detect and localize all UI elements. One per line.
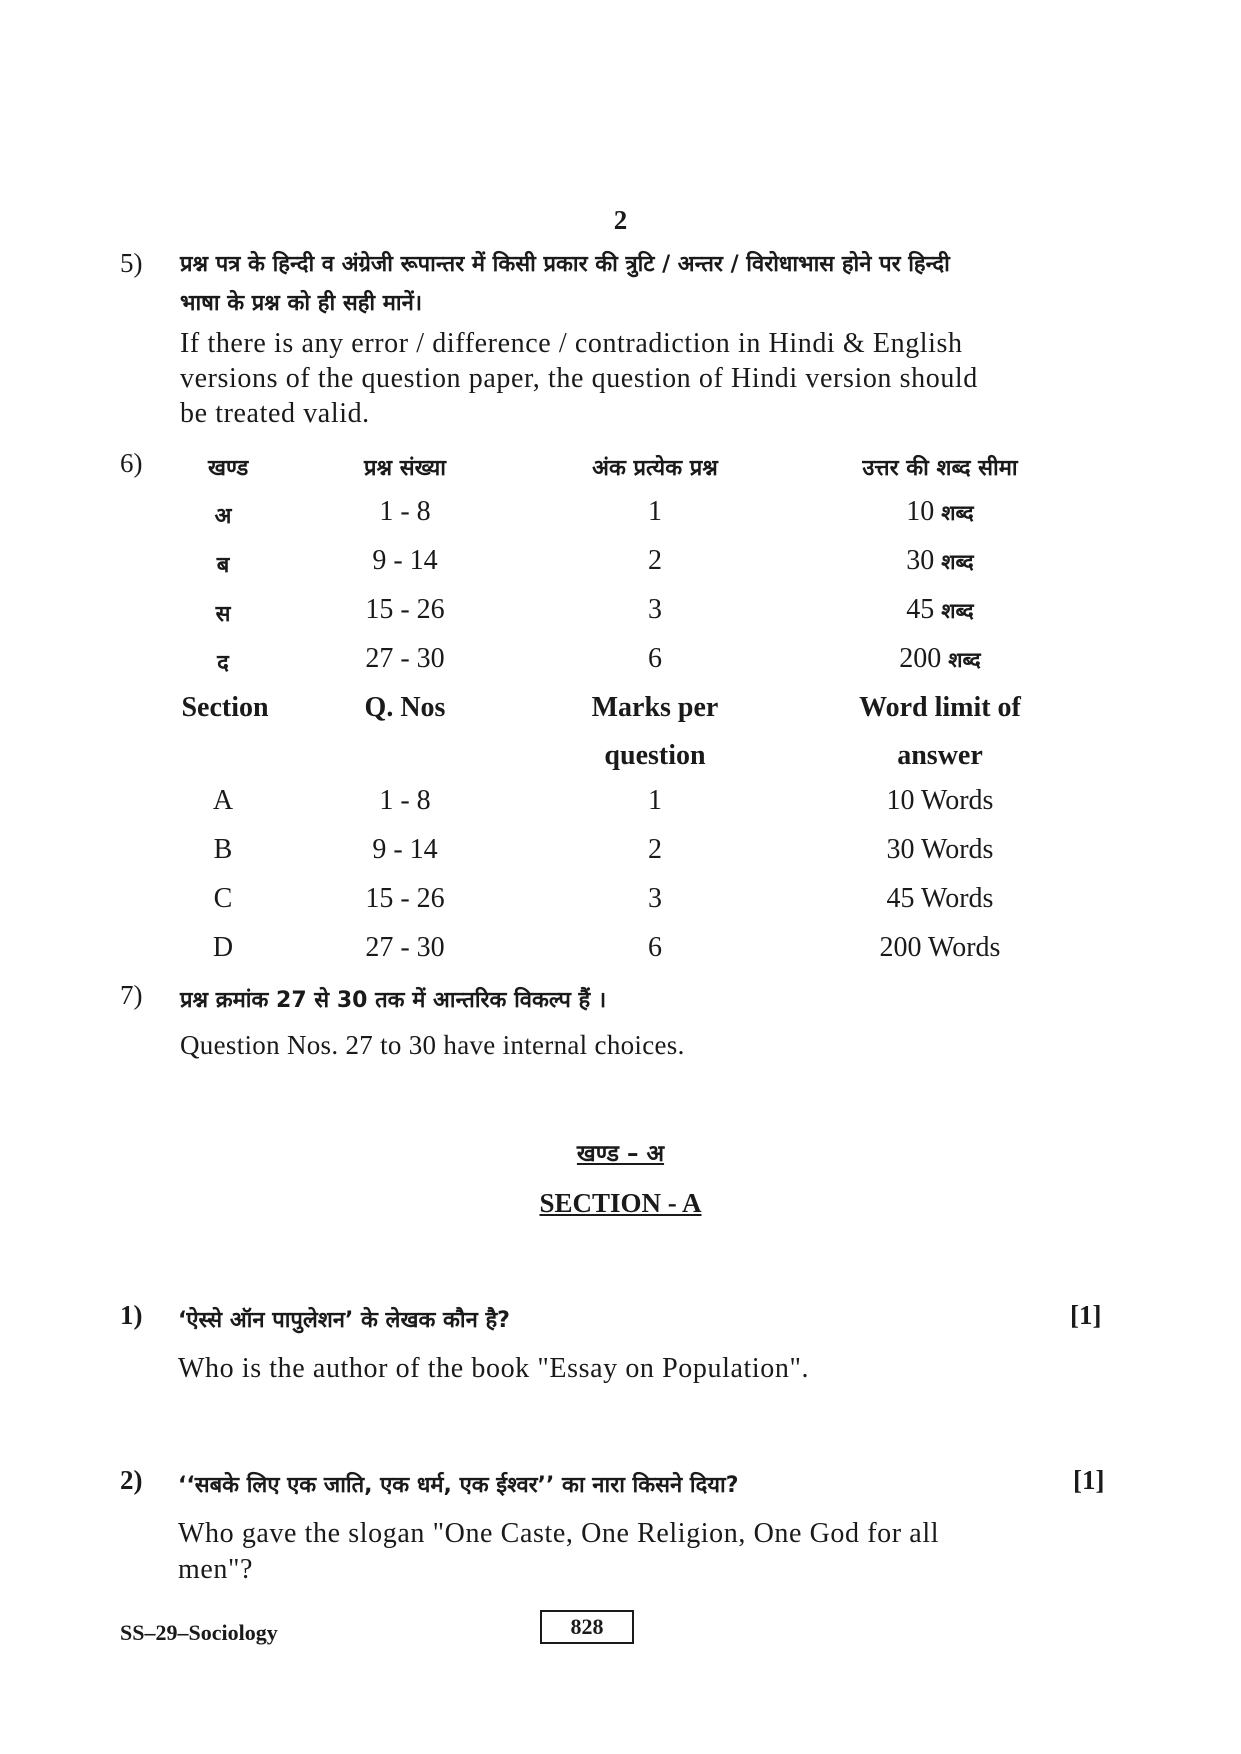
page-number: 2 <box>613 205 628 235</box>
english-header-limit-line2: answer <box>897 740 983 771</box>
hindi-row-marks: 3 <box>648 594 662 625</box>
hindi-row-limit: 45 शब्द <box>906 594 974 625</box>
hindi-row-marks: 6 <box>648 643 662 674</box>
hindi-row-qnos: 15 - 26 <box>365 594 445 625</box>
instruction-5-english-line2: versions of the question paper, the question of Hindi version should <box>180 363 978 394</box>
hindi-header-section: खण्ड <box>208 456 249 481</box>
hindi-row-marks: 1 <box>648 496 662 527</box>
hindi-row-section: द <box>217 651 229 676</box>
question-1-number: 1) <box>120 1300 143 1330</box>
instruction-5-hindi-line2: भाषा के प्रश्न को ही सही मानें। <box>180 291 423 316</box>
hindi-header-qnos: प्रश्न संख्या <box>364 456 446 481</box>
hindi-row-qnos: 9 - 14 <box>372 545 438 576</box>
hindi-row-limit: 10 शब्द <box>906 496 974 527</box>
hindi-row-qnos: 27 - 30 <box>365 643 445 674</box>
english-header-marks-line2: question <box>604 740 706 771</box>
paper-code-box: 828 <box>540 1610 634 1644</box>
section-heading-english: SECTION - A <box>539 1188 702 1218</box>
english-row-marks: 2 <box>648 834 662 865</box>
instruction-7-hindi: प्रश्न क्रमांक 27 से 30 तक में आन्तरिक विकल्प हैं । <box>180 988 607 1013</box>
question-1-english: Who is the author of the book "Essay on Population". <box>178 1353 810 1384</box>
english-row-qnos: 1 - 8 <box>379 785 431 816</box>
english-row-qnos: 9 - 14 <box>372 834 438 865</box>
question-2-number: 2) <box>120 1465 143 1495</box>
english-row-marks: 3 <box>648 883 662 914</box>
hindi-header-marks: अंक प्रत्येक प्रश्न <box>592 456 718 481</box>
instruction-5-number: 5) <box>120 248 143 278</box>
english-header-limit-line1: Word limit of <box>859 692 1021 723</box>
english-row-section: D <box>212 932 234 963</box>
english-row-limit: 10 Words <box>886 785 994 816</box>
hindi-row-section: ब <box>216 553 230 578</box>
instruction-5-english-line3: be treated valid. <box>180 398 370 429</box>
instruction-6-number: 6) <box>120 448 143 478</box>
english-row-limit: 45 Words <box>886 883 994 914</box>
hindi-row-qnos: 1 - 8 <box>379 496 431 527</box>
english-row-limit: 200 Words <box>879 932 1001 963</box>
section-heading-hindi: खण्ड – अ <box>576 1141 665 1167</box>
instruction-7-english: Question Nos. 27 to 30 have internal choices. <box>180 1030 685 1060</box>
hindi-row-section: अ <box>214 504 232 529</box>
hindi-header-limit: उत्तर की शब्द सीमा <box>862 456 1018 481</box>
instruction-7-number: 7) <box>120 980 143 1010</box>
instruction-5-hindi-line1: प्रश्न पत्र के हिन्दी व अंग्रेजी रूपान्तर में किसी प्रकार की त्रुटि / अन्तर / विरोधाभास होने पर हिन्दी <box>180 252 950 277</box>
hindi-row-marks: 2 <box>648 545 662 576</box>
question-2-english-line2: men"? <box>178 1554 254 1585</box>
footer-subject-code: SS–29–Sociology <box>120 1620 278 1645</box>
english-header-section: Section <box>181 692 269 723</box>
instruction-5-english-line1: If there is any error / difference / contradiction in Hindi & English <box>180 328 963 359</box>
english-row-section: C <box>213 883 233 914</box>
hindi-row-limit: 200 शब्द <box>899 643 981 674</box>
question-2-marks: [1] <box>1073 1465 1105 1495</box>
english-row-marks: 1 <box>648 785 662 816</box>
english-row-section: A <box>212 785 234 816</box>
question-1-hindi: ‘ऐस्से ऑन पापुलेशन’ के लेखक कौन है? <box>178 1308 510 1333</box>
english-row-section: B <box>213 834 233 865</box>
question-2-hindi: ‘‘सबके लिए एक जाति, एक धर्म, एक ईश्वर’’ का नारा किसने दिया? <box>178 1473 739 1498</box>
english-header-marks-line1: Marks per <box>591 692 719 723</box>
english-row-qnos: 27 - 30 <box>365 932 445 963</box>
english-row-qnos: 15 - 26 <box>365 883 445 914</box>
hindi-row-section: स <box>215 602 231 627</box>
english-row-limit: 30 Words <box>886 834 994 865</box>
question-2-english-line1: Who gave the slogan "One Caste, One Religion, One God for all <box>178 1518 940 1549</box>
english-row-marks: 6 <box>648 932 662 963</box>
question-1-marks: [1] <box>1070 1300 1102 1330</box>
hindi-row-limit: 30 शब्द <box>906 545 974 576</box>
english-header-qnos: Q. Nos <box>364 692 446 723</box>
